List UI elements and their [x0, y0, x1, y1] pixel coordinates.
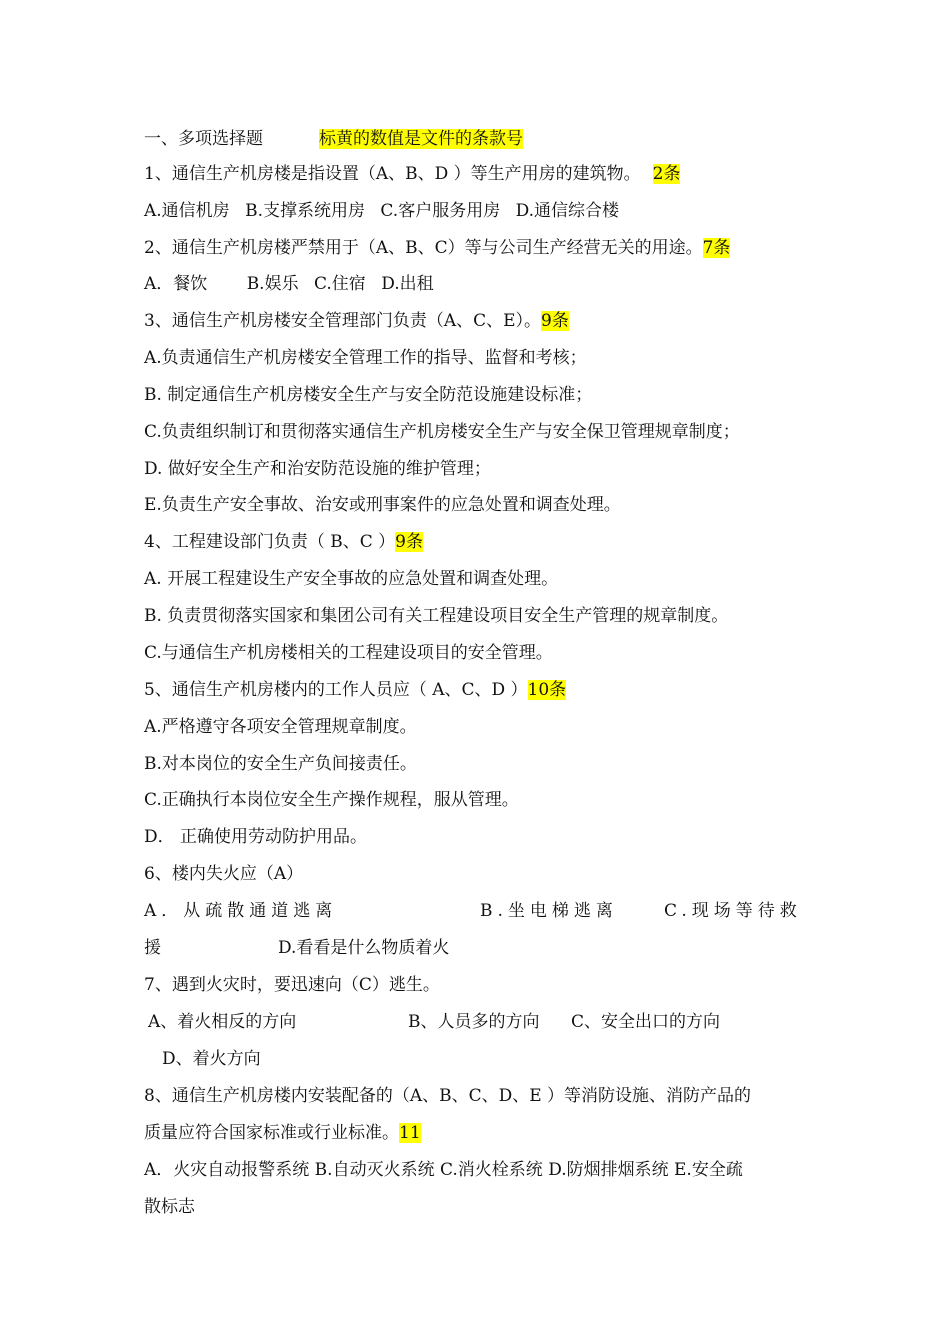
question-6-options [144, 900, 337, 922]
clause-badge: 10条 [527, 680, 567, 700]
question-5-option-b: B.对本岗位的安全生产负间接责任。 [144, 754, 417, 774]
question-4-option-b: B. 负责贯彻落实国家和集团公司有关工程建设项目安全生产管理的规章制度。 [144, 606, 729, 626]
question-1: 1、通信生产机房楼是指设置（A、B、D ）等生产用房的建筑物。 2条 [144, 164, 681, 184]
question-7-option-c: C、安全出口的方向 [571, 1012, 721, 1032]
question-6-option-c: C.现场等待救 [664, 901, 802, 921]
question-3-option-b: B. 制定通信生产机房楼安全生产与安全防范设施建设标准； [144, 385, 593, 405]
question-4: 4、工程建设部门负责（ B、C ）9条 [144, 532, 423, 552]
option: C.住宿 [314, 274, 366, 294]
option: D.出租 [381, 274, 434, 294]
question-5-option-c: C.正确执行本岗位安全生产操作规程，服从管理。 [144, 790, 519, 810]
question-5-option-a: A.严格遵守各项安全管理规章制度。 [144, 717, 417, 737]
option: B.支撑系统用房 [245, 201, 365, 221]
option: A．餐饮 [144, 274, 208, 294]
question-1-options [144, 200, 619, 222]
question-4-option-a: A. 开展工程建设生产安全事故的应急处置和调查处理。 [144, 569, 559, 589]
question-8: 8、通信生产机房楼内安装配备的（A、B、C、D、E ）等消防设施、消防产品的 [144, 1086, 752, 1106]
option: B.娱乐 [246, 274, 299, 294]
question-6: 6、楼内失火应（A） [144, 864, 304, 884]
option: A.通信机房 [144, 201, 230, 221]
highlight-note: 标黄的数值是文件的条款号 [319, 129, 523, 149]
option: D.通信综合楼 [515, 201, 620, 221]
question-7-option-a: A、着火相反的方向 [148, 1012, 297, 1032]
question-3-option-e: E.负责生产安全事故、治安或刑事案件的应急处置和调查处理。 [144, 495, 621, 515]
question-8-options-wrap: 散标志 [144, 1197, 195, 1217]
question-3: 3、通信生产机房楼安全管理部门负责（A、C、E）。9条 [144, 311, 569, 331]
option: C.客户服务用房 [380, 201, 501, 221]
question-2-options [144, 273, 434, 295]
question-7-option-b: B、人员多的方向 [408, 1012, 540, 1032]
question-6-option-d: D.看看是什么物质着火 [278, 938, 450, 958]
question-8-options: A．火灾自动报警系统 B.自动灭火系统 C.消火栓系统 D.防烟排烟系统 E.安全疏 [144, 1160, 743, 1180]
question-3-option-d: D. 做好安全生产和治安防范设施的维护管理； [144, 459, 491, 479]
clause-badge: 2条 [652, 164, 681, 184]
question-5-option-d: D． 正确使用劳动防护用品。 [144, 827, 368, 847]
question-7-option-d: D、着火方向 [162, 1049, 261, 1069]
question-4-option-c: C.与通信生产机房楼相关的工程建设项目的安全管理。 [144, 643, 553, 663]
question-6-option-b: B.坐电梯逃离 [480, 901, 618, 921]
option: A．从疏散通道逃离 [144, 901, 338, 921]
question-7: 7、遇到火灾时，要迅速向（C）逃生。 [144, 975, 440, 995]
question-3-option-c: C.负责组织制订和贯彻落实通信生产机房楼安全生产与安全保卫管理规章制度； [144, 422, 740, 442]
question-3-option-a: A.负责通信生产机房楼安全管理工作的指导、监督和考核； [144, 348, 587, 368]
clause-badge: 9条 [395, 532, 423, 552]
clause-badge: 11 [399, 1123, 421, 1143]
question-2: 2、通信生产机房楼严禁用于（A、B、C）等与公司生产经营无关的用途。7条 [144, 238, 731, 258]
question-6-option-c-wrap: 援 [144, 938, 161, 958]
clause-badge: 9条 [541, 311, 569, 331]
clause-badge: 7条 [702, 238, 731, 258]
section-heading [144, 128, 523, 150]
section-title: 一、多项选择题 [144, 129, 263, 149]
question-8-continued: 质量应符合国家标准或行业标准。11 [144, 1123, 421, 1143]
question-5: 5、通信生产机房楼内的工作人员应（ A、C、D ）10条 [144, 680, 567, 700]
